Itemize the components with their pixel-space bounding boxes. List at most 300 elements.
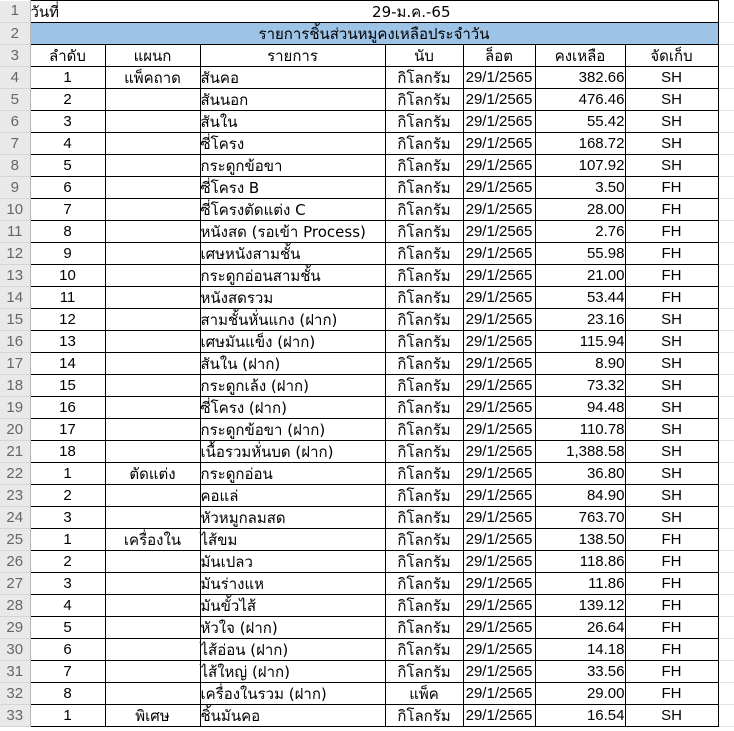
cell-unit[interactable]: กิโลกรัม <box>385 463 463 485</box>
cell-qty[interactable]: 1,388.58 <box>535 441 625 463</box>
cell-qty[interactable]: 107.92 <box>535 155 625 177</box>
empty-cell[interactable] <box>718 353 734 375</box>
cell-lot[interactable]: 29/1/2565 <box>463 617 535 639</box>
cell-dept[interactable] <box>105 617 200 639</box>
cell-item[interactable]: สันนอก <box>200 89 385 111</box>
cell-dept[interactable] <box>105 397 200 419</box>
cell-item[interactable]: หนังสดรวม <box>200 287 385 309</box>
cell-dept[interactable]: พิเศษ <box>105 705 200 727</box>
cell-item[interactable]: สามชั้นหั่นแกง (ฝาก) <box>200 309 385 331</box>
empty-cell[interactable] <box>718 551 734 573</box>
cell-item[interactable]: ซี่โครง B <box>200 177 385 199</box>
row-header-31[interactable]: 31 <box>0 661 30 683</box>
cell-store[interactable]: FH <box>625 661 718 683</box>
cell-store[interactable]: FH <box>625 551 718 573</box>
cell-dept[interactable] <box>105 111 200 133</box>
cell-qty[interactable]: 23.16 <box>535 309 625 331</box>
row-date[interactable] <box>0 1 734 23</box>
cell-qty[interactable]: 8.90 <box>535 353 625 375</box>
cell-seq[interactable]: 1 <box>30 463 105 485</box>
cell-dept[interactable] <box>105 419 200 441</box>
cell-dept[interactable] <box>105 353 200 375</box>
table-row[interactable] <box>0 617 734 639</box>
report-title[interactable]: รายการชิ้นส่วนหมูคงเหลือประจำวัน <box>30 23 718 45</box>
cell-qty[interactable]: 168.72 <box>535 133 625 155</box>
cell-unit[interactable]: กิโลกรัม <box>385 441 463 463</box>
row-header-21[interactable]: 21 <box>0 441 30 463</box>
cell-unit[interactable]: กิโลกรัม <box>385 485 463 507</box>
cell-seq[interactable]: 13 <box>30 331 105 353</box>
empty-cell[interactable] <box>718 177 734 199</box>
cell-store[interactable]: SH <box>625 507 718 529</box>
empty-cell[interactable] <box>718 133 734 155</box>
table-row[interactable] <box>0 111 734 133</box>
row-header-22[interactable]: 22 <box>0 463 30 485</box>
cell-unit[interactable]: กิโลกรัม <box>385 287 463 309</box>
table-row[interactable] <box>0 309 734 331</box>
cell-seq[interactable]: 18 <box>30 441 105 463</box>
cell-lot[interactable]: 29/1/2565 <box>463 353 535 375</box>
cell-seq[interactable]: 1 <box>30 529 105 551</box>
cell-qty[interactable]: 118.86 <box>535 551 625 573</box>
table-row[interactable] <box>0 551 734 573</box>
cell-unit[interactable]: กิโลกรัม <box>385 639 463 661</box>
cell-item[interactable]: มันร่างแห <box>200 573 385 595</box>
cell-item[interactable]: สันคอ <box>200 67 385 89</box>
row-header-12[interactable]: 12 <box>0 243 30 265</box>
cell-lot[interactable]: 29/1/2565 <box>463 221 535 243</box>
cell-qty[interactable]: 73.32 <box>535 375 625 397</box>
cell-qty[interactable]: 11.86 <box>535 573 625 595</box>
cell-store[interactable]: FH <box>625 199 718 221</box>
empty-cell[interactable] <box>718 485 734 507</box>
header-qty[interactable]: คงเหลือ <box>535 45 625 67</box>
table-row[interactable] <box>0 177 734 199</box>
empty-cell[interactable] <box>718 419 734 441</box>
cell-lot[interactable]: 29/1/2565 <box>463 375 535 397</box>
cell-store[interactable]: FH <box>625 529 718 551</box>
cell-unit[interactable]: กิโลกรัม <box>385 551 463 573</box>
cell-qty[interactable]: 84.90 <box>535 485 625 507</box>
cell-item[interactable]: เศษมันแข็ง (ฝาก) <box>200 331 385 353</box>
table-row[interactable] <box>0 331 734 353</box>
cell-unit[interactable]: กิโลกรัม <box>385 243 463 265</box>
cell-lot[interactable]: 29/1/2565 <box>463 265 535 287</box>
cell-lot[interactable]: 29/1/2565 <box>463 419 535 441</box>
table-row[interactable] <box>0 507 734 529</box>
cell-seq[interactable]: 8 <box>30 683 105 705</box>
cell-item[interactable]: ไส้ใหญ่ (ฝาก) <box>200 661 385 683</box>
row-header-8[interactable]: 8 <box>0 155 30 177</box>
row-column-headers[interactable] <box>0 45 734 67</box>
cell-seq[interactable]: 17 <box>30 419 105 441</box>
cell-seq[interactable]: 7 <box>30 661 105 683</box>
cell-seq[interactable]: 5 <box>30 155 105 177</box>
cell-store[interactable]: SH <box>625 309 718 331</box>
cell-unit[interactable]: กิโลกรัม <box>385 67 463 89</box>
cell-qty[interactable]: 33.56 <box>535 661 625 683</box>
empty-cell[interactable] <box>718 67 734 89</box>
cell-store[interactable]: FH <box>625 595 718 617</box>
row-header-11[interactable]: 11 <box>0 221 30 243</box>
cell-dept[interactable] <box>105 199 200 221</box>
empty-cell[interactable] <box>718 595 734 617</box>
table-row[interactable] <box>0 463 734 485</box>
cell-lot[interactable]: 29/1/2565 <box>463 331 535 353</box>
cell-seq[interactable]: 15 <box>30 375 105 397</box>
cell-dept[interactable] <box>105 573 200 595</box>
header-dept[interactable]: แผนก <box>105 45 200 67</box>
cell-item[interactable]: ซี่โครง <box>200 133 385 155</box>
cell-qty[interactable]: 26.64 <box>535 617 625 639</box>
cell-lot[interactable]: 29/1/2565 <box>463 67 535 89</box>
cell-lot[interactable]: 29/1/2565 <box>463 89 535 111</box>
date-value-cell[interactable]: 29-ม.ค.-65 <box>105 1 718 23</box>
cell-unit[interactable]: กิโลกรัม <box>385 111 463 133</box>
cell-qty[interactable]: 382.66 <box>535 67 625 89</box>
cell-dept[interactable] <box>105 155 200 177</box>
row-header-14[interactable]: 14 <box>0 287 30 309</box>
cell-dept[interactable] <box>105 551 200 573</box>
cell-store[interactable]: FH <box>625 573 718 595</box>
row-header-29[interactable]: 29 <box>0 617 30 639</box>
cell-lot[interactable]: 29/1/2565 <box>463 595 535 617</box>
empty-cell[interactable] <box>718 221 734 243</box>
cell-dept[interactable] <box>105 441 200 463</box>
cell-qty[interactable]: 16.54 <box>535 705 625 727</box>
empty-cell[interactable] <box>718 243 734 265</box>
empty-cell[interactable] <box>718 375 734 397</box>
table-row[interactable] <box>0 353 734 375</box>
table-row[interactable] <box>0 155 734 177</box>
date-label-cell[interactable]: วันที่ <box>30 1 105 23</box>
cell-seq[interactable]: 7 <box>30 199 105 221</box>
cell-dept[interactable] <box>105 331 200 353</box>
empty-cell[interactable] <box>718 683 734 705</box>
cell-item[interactable]: มันเปลว <box>200 551 385 573</box>
cell-unit[interactable]: กิโลกรัม <box>385 133 463 155</box>
row-header-26[interactable]: 26 <box>0 551 30 573</box>
row-header-24[interactable]: 24 <box>0 507 30 529</box>
cell-qty[interactable]: 94.48 <box>535 397 625 419</box>
cell-seq[interactable]: 9 <box>30 243 105 265</box>
cell-seq[interactable]: 1 <box>30 705 105 727</box>
cell-store[interactable]: SH <box>625 67 718 89</box>
cell-dept[interactable] <box>105 639 200 661</box>
row-header-1[interactable]: 1 <box>0 1 30 23</box>
row-header-23[interactable]: 23 <box>0 485 30 507</box>
cell-store[interactable]: FH <box>625 617 718 639</box>
cell-item[interactable]: มันขั้วไส้ <box>200 595 385 617</box>
cell-qty[interactable]: 2.76 <box>535 221 625 243</box>
row-header-6[interactable]: 6 <box>0 111 30 133</box>
empty-cell[interactable] <box>718 265 734 287</box>
empty-cell[interactable] <box>718 331 734 353</box>
cell-qty[interactable]: 763.70 <box>535 507 625 529</box>
cell-unit[interactable]: กิโลกรัม <box>385 331 463 353</box>
row-header-30[interactable]: 30 <box>0 639 30 661</box>
cell-qty[interactable]: 115.94 <box>535 331 625 353</box>
table-row[interactable] <box>0 287 734 309</box>
cell-dept[interactable] <box>105 133 200 155</box>
row-header-19[interactable]: 19 <box>0 397 30 419</box>
row-header-3[interactable]: 3 <box>0 45 30 67</box>
cell-store[interactable]: SH <box>625 331 718 353</box>
cell-qty[interactable]: 476.46 <box>535 89 625 111</box>
cell-store[interactable]: SH <box>625 111 718 133</box>
cell-store[interactable]: SH <box>625 419 718 441</box>
header-unit[interactable]: นับ <box>385 45 463 67</box>
cell-lot[interactable]: 29/1/2565 <box>463 639 535 661</box>
cell-store[interactable]: FH <box>625 265 718 287</box>
cell-item[interactable]: ไส้อ่อน (ฝาก) <box>200 639 385 661</box>
cell-item[interactable]: กระดูกเล้ง (ฝาก) <box>200 375 385 397</box>
cell-unit[interactable]: กิโลกรัม <box>385 221 463 243</box>
cell-dept[interactable] <box>105 221 200 243</box>
cell-seq[interactable]: 4 <box>30 595 105 617</box>
table-row[interactable] <box>0 397 734 419</box>
cell-store[interactable]: FH <box>625 243 718 265</box>
cell-lot[interactable]: 29/1/2565 <box>463 133 535 155</box>
cell-qty[interactable]: 55.98 <box>535 243 625 265</box>
empty-cell[interactable] <box>718 661 734 683</box>
header-seq[interactable]: ลำดับ <box>30 45 105 67</box>
cell-item[interactable]: เศษหนังสามชั้น <box>200 243 385 265</box>
row-header-13[interactable]: 13 <box>0 265 30 287</box>
table-row[interactable] <box>0 67 734 89</box>
cell-item[interactable]: คอแล่ <box>200 485 385 507</box>
cell-seq[interactable]: 10 <box>30 265 105 287</box>
cell-qty[interactable]: 36.80 <box>535 463 625 485</box>
cell-dept[interactable] <box>105 485 200 507</box>
cell-unit[interactable]: กิโลกรัม <box>385 353 463 375</box>
cell-qty[interactable]: 110.78 <box>535 419 625 441</box>
cell-dept[interactable]: ตัดแต่ง <box>105 463 200 485</box>
table-row[interactable] <box>0 705 734 727</box>
cell-dept[interactable]: แพ็คถาด <box>105 67 200 89</box>
cell-seq[interactable]: 3 <box>30 573 105 595</box>
row-header-9[interactable]: 9 <box>0 177 30 199</box>
cell-seq[interactable]: 5 <box>30 617 105 639</box>
cell-unit[interactable]: กิโลกรัม <box>385 529 463 551</box>
row-header-10[interactable]: 10 <box>0 199 30 221</box>
cell-dept[interactable] <box>105 507 200 529</box>
cell-lot[interactable]: 29/1/2565 <box>463 111 535 133</box>
cell-item[interactable]: หัวหมูกลมสด <box>200 507 385 529</box>
cell-seq[interactable]: 12 <box>30 309 105 331</box>
cell-item[interactable]: สันใน (ฝาก) <box>200 353 385 375</box>
row-header-17[interactable]: 17 <box>0 353 30 375</box>
cell-store[interactable]: SH <box>625 353 718 375</box>
cell-dept[interactable]: เครื่องใน <box>105 529 200 551</box>
empty-cell[interactable] <box>718 1 734 23</box>
cell-unit[interactable]: กิโลกรัม <box>385 397 463 419</box>
cell-item[interactable]: เครื่องในรวม (ฝาก) <box>200 683 385 705</box>
table-row[interactable] <box>0 221 734 243</box>
cell-lot[interactable]: 29/1/2565 <box>463 463 535 485</box>
cell-store[interactable]: SH <box>625 485 718 507</box>
cell-unit[interactable]: กิโลกรัม <box>385 507 463 529</box>
cell-unit[interactable]: กิโลกรัม <box>385 309 463 331</box>
cell-qty[interactable]: 3.50 <box>535 177 625 199</box>
header-store[interactable]: จัดเก็บ <box>625 45 718 67</box>
cell-seq[interactable]: 6 <box>30 177 105 199</box>
cell-qty[interactable]: 28.00 <box>535 199 625 221</box>
cell-dept[interactable] <box>105 243 200 265</box>
cell-item[interactable]: ซี่โครง (ฝาก) <box>200 397 385 419</box>
cell-unit[interactable]: กิโลกรัม <box>385 177 463 199</box>
cell-dept[interactable] <box>105 309 200 331</box>
row-header-20[interactable]: 20 <box>0 419 30 441</box>
empty-cell[interactable] <box>718 89 734 111</box>
cell-dept[interactable] <box>105 375 200 397</box>
cell-lot[interactable]: 29/1/2565 <box>463 155 535 177</box>
table-row[interactable] <box>0 485 734 507</box>
table-row[interactable] <box>0 199 734 221</box>
table-row[interactable] <box>0 133 734 155</box>
table-row[interactable] <box>0 529 734 551</box>
cell-store[interactable]: FH <box>625 177 718 199</box>
row-header-15[interactable]: 15 <box>0 309 30 331</box>
cell-unit[interactable]: กิโลกรัม <box>385 617 463 639</box>
cell-dept[interactable] <box>105 683 200 705</box>
cell-store[interactable]: SH <box>625 705 718 727</box>
cell-dept[interactable] <box>105 287 200 309</box>
cell-item[interactable]: กระดูกอ่อน <box>200 463 385 485</box>
row-header-5[interactable]: 5 <box>0 89 30 111</box>
empty-cell[interactable] <box>718 639 734 661</box>
cell-seq[interactable]: 11 <box>30 287 105 309</box>
empty-cell[interactable] <box>718 45 734 67</box>
cell-unit[interactable]: กิโลกรัม <box>385 661 463 683</box>
table-row[interactable] <box>0 639 734 661</box>
cell-store[interactable]: SH <box>625 463 718 485</box>
cell-store[interactable]: SH <box>625 397 718 419</box>
cell-item[interactable]: กระดูกข้อขา <box>200 155 385 177</box>
row-header-27[interactable]: 27 <box>0 573 30 595</box>
cell-seq[interactable]: 4 <box>30 133 105 155</box>
empty-cell[interactable] <box>718 397 734 419</box>
cell-lot[interactable]: 29/1/2565 <box>463 309 535 331</box>
cell-store[interactable]: FH <box>625 221 718 243</box>
cell-dept[interactable] <box>105 177 200 199</box>
cell-item[interactable]: ชิ้นมันคอ <box>200 705 385 727</box>
cell-item[interactable]: กระดูกอ่อนสามชั้น <box>200 265 385 287</box>
cell-store[interactable]: FH <box>625 287 718 309</box>
cell-unit[interactable]: กิโลกรัม <box>385 595 463 617</box>
cell-item[interactable]: สันใน <box>200 111 385 133</box>
empty-cell[interactable] <box>718 287 734 309</box>
empty-cell[interactable] <box>718 617 734 639</box>
empty-cell[interactable] <box>718 309 734 331</box>
table-row[interactable] <box>0 265 734 287</box>
cell-store[interactable]: SH <box>625 375 718 397</box>
cell-item[interactable]: หนังสด (รอเข้า Process) <box>200 221 385 243</box>
cell-unit[interactable]: กิโลกรัม <box>385 265 463 287</box>
cell-store[interactable]: SH <box>625 133 718 155</box>
cell-unit[interactable]: กิโลกรัม <box>385 199 463 221</box>
cell-unit[interactable]: แพ็ค <box>385 683 463 705</box>
cell-store[interactable]: SH <box>625 441 718 463</box>
cell-qty[interactable]: 53.44 <box>535 287 625 309</box>
cell-qty[interactable]: 139.12 <box>535 595 625 617</box>
cell-qty[interactable]: 55.42 <box>535 111 625 133</box>
table-row[interactable] <box>0 243 734 265</box>
cell-seq[interactable]: 3 <box>30 507 105 529</box>
cell-lot[interactable]: 29/1/2565 <box>463 199 535 221</box>
empty-cell[interactable] <box>718 529 734 551</box>
cell-item[interactable]: หัวใจ (ฝาก) <box>200 617 385 639</box>
cell-seq[interactable]: 6 <box>30 639 105 661</box>
cell-item[interactable]: กระดูกข้อขา (ฝาก) <box>200 419 385 441</box>
cell-store[interactable]: FH <box>625 683 718 705</box>
cell-lot[interactable]: 29/1/2565 <box>463 573 535 595</box>
cell-store[interactable]: SH <box>625 155 718 177</box>
cell-qty[interactable]: 29.00 <box>535 683 625 705</box>
cell-lot[interactable]: 29/1/2565 <box>463 529 535 551</box>
cell-lot[interactable]: 29/1/2565 <box>463 683 535 705</box>
row-header-16[interactable]: 16 <box>0 331 30 353</box>
cell-lot[interactable]: 29/1/2565 <box>463 441 535 463</box>
empty-cell[interactable] <box>718 507 734 529</box>
cell-unit[interactable]: กิโลกรัม <box>385 375 463 397</box>
cell-lot[interactable]: 29/1/2565 <box>463 551 535 573</box>
cell-seq[interactable]: 1 <box>30 67 105 89</box>
cell-qty[interactable]: 14.18 <box>535 639 625 661</box>
table-row[interactable] <box>0 573 734 595</box>
cell-lot[interactable]: 29/1/2565 <box>463 397 535 419</box>
row-title[interactable] <box>0 23 734 45</box>
table-row[interactable] <box>0 89 734 111</box>
cell-seq[interactable]: 8 <box>30 221 105 243</box>
row-header-4[interactable]: 4 <box>0 67 30 89</box>
row-header-18[interactable]: 18 <box>0 375 30 397</box>
cell-seq[interactable]: 3 <box>30 111 105 133</box>
cell-lot[interactable]: 29/1/2565 <box>463 705 535 727</box>
cell-item[interactable]: ไส้ขม <box>200 529 385 551</box>
cell-unit[interactable]: กิโลกรัม <box>385 89 463 111</box>
cell-seq[interactable]: 16 <box>30 397 105 419</box>
header-item[interactable]: รายการ <box>200 45 385 67</box>
cell-store[interactable]: SH <box>625 89 718 111</box>
cell-lot[interactable]: 29/1/2565 <box>463 177 535 199</box>
cell-lot[interactable]: 29/1/2565 <box>463 287 535 309</box>
cell-unit[interactable]: กิโลกรัม <box>385 419 463 441</box>
cell-dept[interactable] <box>105 595 200 617</box>
cell-seq[interactable]: 2 <box>30 89 105 111</box>
cell-dept[interactable] <box>105 661 200 683</box>
table-row[interactable] <box>0 441 734 463</box>
cell-lot[interactable]: 29/1/2565 <box>463 661 535 683</box>
cell-unit[interactable]: กิโลกรัม <box>385 573 463 595</box>
cell-lot[interactable]: 29/1/2565 <box>463 243 535 265</box>
cell-unit[interactable]: กิโลกรัม <box>385 705 463 727</box>
table-row[interactable] <box>0 683 734 705</box>
row-header-7[interactable]: 7 <box>0 133 30 155</box>
cell-unit[interactable]: กิโลกรัม <box>385 155 463 177</box>
cell-qty[interactable]: 138.50 <box>535 529 625 551</box>
table-row[interactable] <box>0 661 734 683</box>
cell-item[interactable]: ซี่โครงตัดแต่ง C <box>200 199 385 221</box>
table-row[interactable] <box>0 419 734 441</box>
table-row[interactable] <box>0 375 734 397</box>
empty-cell[interactable] <box>718 705 734 727</box>
cell-qty[interactable]: 21.00 <box>535 265 625 287</box>
cell-store[interactable]: FH <box>625 639 718 661</box>
table-row[interactable] <box>0 595 734 617</box>
empty-cell[interactable] <box>718 463 734 485</box>
row-header-33[interactable]: 33 <box>0 705 30 727</box>
